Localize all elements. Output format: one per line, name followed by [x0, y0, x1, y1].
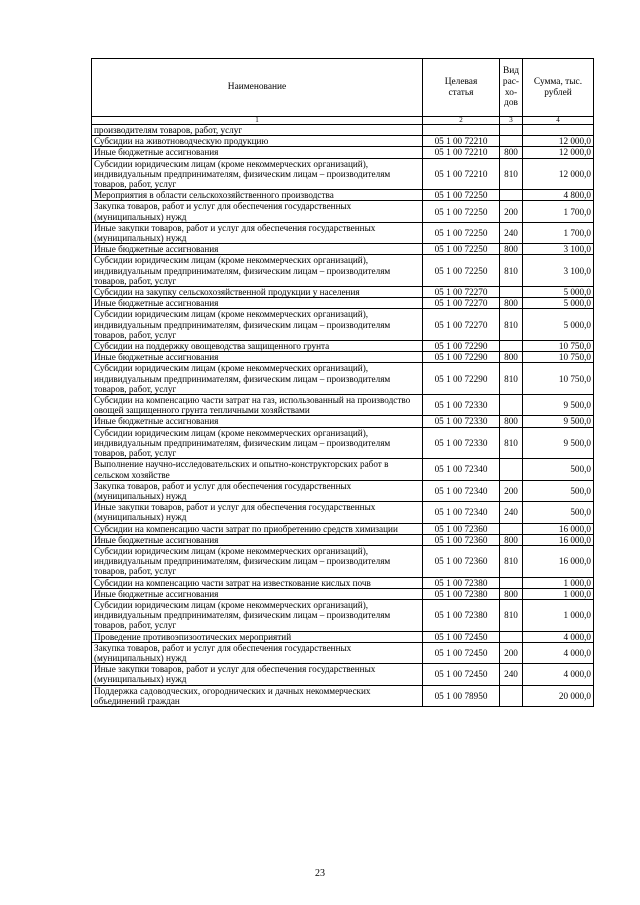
row-sum-cell: 3 100,0 — [523, 244, 594, 255]
row-code-cell: 05 1 00 72210 — [423, 158, 500, 190]
row-type-cell: 240 — [500, 664, 523, 685]
row-sum-cell: 4 800,0 — [523, 190, 594, 201]
row-sum-cell: 12 000,0 — [523, 158, 594, 190]
header-sum: Сумма, тыс. рублей — [523, 59, 594, 117]
table-row — [92, 201, 594, 222]
table-row — [92, 136, 594, 147]
row-type-cell — [500, 395, 523, 416]
row-code-cell: 05 1 00 72270 — [423, 298, 500, 309]
table-row — [92, 352, 594, 363]
row-type-cell: 200 — [500, 201, 523, 222]
table-row — [92, 523, 594, 534]
row-sum-cell: 4 000,0 — [523, 642, 594, 663]
row-code-cell: 05 1 00 72360 — [423, 534, 500, 545]
row-type-cell: 810 — [500, 255, 523, 287]
row-name-cell: Закупка товаров, работ и услуг для обеспечения государственных (муниципальных) нужд — [92, 480, 423, 501]
row-code-cell: 05 1 00 72290 — [423, 341, 500, 352]
table-row — [92, 664, 594, 685]
row-type-cell — [500, 341, 523, 352]
row-name-cell: Субсидии юридическим лицам (кроме некоммерческих организаций), индивидуальным предпринимателям, физическим лицам – производителям товаров, работ, услуг — [92, 363, 423, 395]
table-row — [92, 395, 594, 416]
row-name-cell: Субсидии на животноводческую продукцию — [92, 136, 423, 147]
row-code-cell: 05 1 00 72210 — [423, 147, 500, 158]
table-row — [92, 158, 594, 190]
page-number: 23 — [315, 868, 325, 879]
row-name-cell: Субсидии на поддержку овощеводства защищенного грунта — [92, 341, 423, 352]
row-type-cell: 810 — [500, 309, 523, 341]
row-type-cell: 810 — [500, 363, 523, 395]
table-row — [92, 255, 594, 287]
row-sum-cell: 1 000,0 — [523, 577, 594, 588]
column-numbers-row — [92, 117, 594, 125]
row-name-cell: Субсидии юридическим лицам (кроме некоммерческих организаций), индивидуальным предпринимателям, физическим лицам – производителям товаров, работ, услуг — [92, 545, 423, 577]
row-code-cell: 05 1 00 72340 — [423, 459, 500, 480]
row-sum-cell: 1 700,0 — [523, 201, 594, 222]
row-name-cell: Иные бюджетные ассигнования — [92, 352, 423, 363]
table-row — [92, 480, 594, 501]
row-name-cell: Субсидии на компенсацию части затрат на газ, использованный на производство овощей защищенного грунта тепличными хозяйствами — [92, 395, 423, 416]
table-row — [92, 588, 594, 599]
row-sum-cell: 9 500,0 — [523, 427, 594, 459]
row-type-cell: 200 — [500, 480, 523, 501]
header-code: Целевая статья — [423, 59, 500, 117]
row-name-cell: Поддержка садоводческих, огороднических и дачных некоммерческих объединений граждан — [92, 685, 423, 706]
row-code-cell: 05 1 00 72330 — [423, 427, 500, 459]
row-code-cell: 05 1 00 72360 — [423, 545, 500, 577]
table-row — [92, 244, 594, 255]
row-sum-cell: 4 000,0 — [523, 631, 594, 642]
row-name-cell: Иные бюджетные ассигнования — [92, 147, 423, 158]
row-type-cell — [500, 577, 523, 588]
row-code-cell: 05 1 00 72210 — [423, 136, 500, 147]
row-name-cell: Субсидии на компенсацию части затрат по приобретению средств химизации — [92, 523, 423, 534]
row-type-cell: 800 — [500, 147, 523, 158]
row-name-cell: Иные бюджетные ассигнования — [92, 244, 423, 255]
row-code-cell: 05 1 00 72270 — [423, 309, 500, 341]
row-sum-cell: 9 500,0 — [523, 416, 594, 427]
row-type-cell: 810 — [500, 158, 523, 190]
row-name-cell: Субсидии юридическим лицам (кроме некоммерческих организаций), индивидуальным предпринимателям, физическим лицам – производителям товаров, работ, услуг — [92, 255, 423, 287]
row-name-cell: Субсидии юридическим лицам (кроме некоммерческих организаций), индивидуальным предпринимателям, физическим лицам – производителям товаров, работ, услуг — [92, 309, 423, 341]
row-name-cell: Закупка товаров, работ и услуг для обеспечения государственных (муниципальных) нужд — [92, 201, 423, 222]
row-type-cell — [500, 287, 523, 298]
row-name-cell: Иные закупки товаров, работ и услуг для обеспечения государственных (муниципальных) нужд — [92, 664, 423, 685]
row-type-cell — [500, 631, 523, 642]
row-code-cell: 05 1 00 72330 — [423, 416, 500, 427]
table-row — [92, 287, 594, 298]
header-name: Наименование — [92, 59, 423, 117]
row-name-cell: Иные бюджетные ассигнования — [92, 534, 423, 545]
row-name-cell: Закупка товаров, работ и услуг для обеспечения государственных (муниципальных) нужд — [92, 642, 423, 663]
row-type-cell: 200 — [500, 642, 523, 663]
row-code-cell: 05 1 00 72360 — [423, 523, 500, 534]
row-type-cell: 800 — [500, 352, 523, 363]
row-name-cell: производителям товаров, работ, услуг — [92, 125, 423, 136]
budget-table — [91, 58, 594, 707]
row-code-cell: 05 1 00 72270 — [423, 287, 500, 298]
table-body — [92, 125, 594, 707]
row-sum-cell — [523, 125, 594, 136]
row-name-cell: Иные бюджетные ассигнования — [92, 298, 423, 309]
row-code-cell: 05 1 00 72450 — [423, 664, 500, 685]
table-row — [92, 631, 594, 642]
row-sum-cell: 500,0 — [523, 480, 594, 501]
row-sum-cell: 10 750,0 — [523, 341, 594, 352]
row-name-cell: Субсидии юридическим лицам (кроме некоммерческих организаций), индивидуальным предпринимателям, физическим лицам – производителям товаров, работ, услуг — [92, 158, 423, 190]
row-code-cell: 05 1 00 72250 — [423, 190, 500, 201]
column-number: 4 — [523, 117, 594, 125]
table-row — [92, 534, 594, 545]
row-code-cell: 05 1 00 78950 — [423, 685, 500, 706]
row-code-cell: 05 1 00 72250 — [423, 201, 500, 222]
row-type-cell — [500, 523, 523, 534]
row-code-cell: 05 1 00 72330 — [423, 395, 500, 416]
row-type-cell: 800 — [500, 588, 523, 599]
row-code-cell: 05 1 00 72380 — [423, 599, 500, 631]
row-sum-cell: 16 000,0 — [523, 534, 594, 545]
row-sum-cell: 10 750,0 — [523, 363, 594, 395]
table-row — [92, 545, 594, 577]
row-code-cell: 05 1 00 72340 — [423, 480, 500, 501]
table-row — [92, 459, 594, 480]
row-sum-cell: 5 000,0 — [523, 287, 594, 298]
table-row — [92, 599, 594, 631]
table-row — [92, 341, 594, 352]
row-sum-cell: 5 000,0 — [523, 309, 594, 341]
row-type-cell: 800 — [500, 244, 523, 255]
row-sum-cell: 16 000,0 — [523, 545, 594, 577]
row-type-cell: 800 — [500, 416, 523, 427]
table-row — [92, 125, 594, 136]
row-code-cell — [423, 125, 500, 136]
row-name-cell: Выполнение научно-исследовательских и опытно-конструкторских работ в сельском хозяйстве — [92, 459, 423, 480]
column-number: 1 — [92, 117, 423, 125]
row-type-cell — [500, 136, 523, 147]
row-sum-cell: 1 700,0 — [523, 222, 594, 243]
row-sum-cell: 16 000,0 — [523, 523, 594, 534]
table-row — [92, 427, 594, 459]
row-sum-cell: 1 000,0 — [523, 599, 594, 631]
row-code-cell: 05 1 00 72290 — [423, 352, 500, 363]
table-row — [92, 222, 594, 243]
row-type-cell: 810 — [500, 427, 523, 459]
table-row — [92, 502, 594, 523]
row-name-cell: Иные бюджетные ассигнования — [92, 416, 423, 427]
row-sum-cell: 500,0 — [523, 459, 594, 480]
row-sum-cell: 4 000,0 — [523, 664, 594, 685]
table-row — [92, 147, 594, 158]
row-name-cell: Субсидии на закупку сельскохозяйственной продукции у населения — [92, 287, 423, 298]
column-number: 2 — [423, 117, 500, 125]
table-row — [92, 685, 594, 706]
row-sum-cell: 1 000,0 — [523, 588, 594, 599]
row-code-cell: 05 1 00 72250 — [423, 255, 500, 287]
row-code-cell: 05 1 00 72450 — [423, 631, 500, 642]
row-name-cell: Мероприятия в области сельскохозяйственного производства — [92, 190, 423, 201]
row-name-cell: Иные закупки товаров, работ и услуг для обеспечения государственных (муниципальных) нужд — [92, 502, 423, 523]
column-number: 3 — [500, 117, 523, 125]
row-sum-cell: 20 000,0 — [523, 685, 594, 706]
row-sum-cell: 9 500,0 — [523, 395, 594, 416]
row-name-cell: Проведение противоэпизоотических мероприятий — [92, 631, 423, 642]
row-code-cell: 05 1 00 72250 — [423, 244, 500, 255]
row-type-cell — [500, 459, 523, 480]
row-type-cell — [500, 125, 523, 136]
row-sum-cell: 10 750,0 — [523, 352, 594, 363]
row-sum-cell: 12 000,0 — [523, 136, 594, 147]
table-row — [92, 642, 594, 663]
row-sum-cell: 3 100,0 — [523, 255, 594, 287]
table-row — [92, 190, 594, 201]
table-row — [92, 309, 594, 341]
row-type-cell: 800 — [500, 534, 523, 545]
row-type-cell: 800 — [500, 298, 523, 309]
table-row — [92, 577, 594, 588]
row-type-cell: 810 — [500, 545, 523, 577]
row-code-cell: 05 1 00 72380 — [423, 577, 500, 588]
row-type-cell: 240 — [500, 502, 523, 523]
row-sum-cell: 500,0 — [523, 502, 594, 523]
row-code-cell: 05 1 00 72380 — [423, 588, 500, 599]
row-name-cell: Субсидии юридическим лицам (кроме некоммерческих организаций), индивидуальным предпринимателям, физическим лицам – производителям товаров, работ, услуг — [92, 599, 423, 631]
row-type-cell: 240 — [500, 222, 523, 243]
table-row — [92, 416, 594, 427]
row-code-cell: 05 1 00 72450 — [423, 642, 500, 663]
table-row — [92, 363, 594, 395]
row-type-cell — [500, 190, 523, 201]
table-row — [92, 298, 594, 309]
row-type-cell: 810 — [500, 599, 523, 631]
row-code-cell: 05 1 00 72340 — [423, 502, 500, 523]
budget-page — [91, 58, 593, 707]
row-name-cell: Субсидии юридическим лицам (кроме некоммерческих организаций), индивидуальным предпринимателям, физическим лицам – производителям товаров, работ, услуг — [92, 427, 423, 459]
row-sum-cell: 12 000,0 — [523, 147, 594, 158]
row-code-cell: 05 1 00 72250 — [423, 222, 500, 243]
table-header-row — [92, 59, 594, 117]
row-type-cell — [500, 685, 523, 706]
row-code-cell: 05 1 00 72290 — [423, 363, 500, 395]
row-name-cell: Иные закупки товаров, работ и услуг для обеспечения государственных (муниципальных) нужд — [92, 222, 423, 243]
row-sum-cell: 5 000,0 — [523, 298, 594, 309]
header-type: Вид рас- хо- дов — [500, 59, 523, 117]
row-name-cell: Иные бюджетные ассигнования — [92, 588, 423, 599]
row-name-cell: Субсидии на компенсацию части затрат на известкование кислых почв — [92, 577, 423, 588]
